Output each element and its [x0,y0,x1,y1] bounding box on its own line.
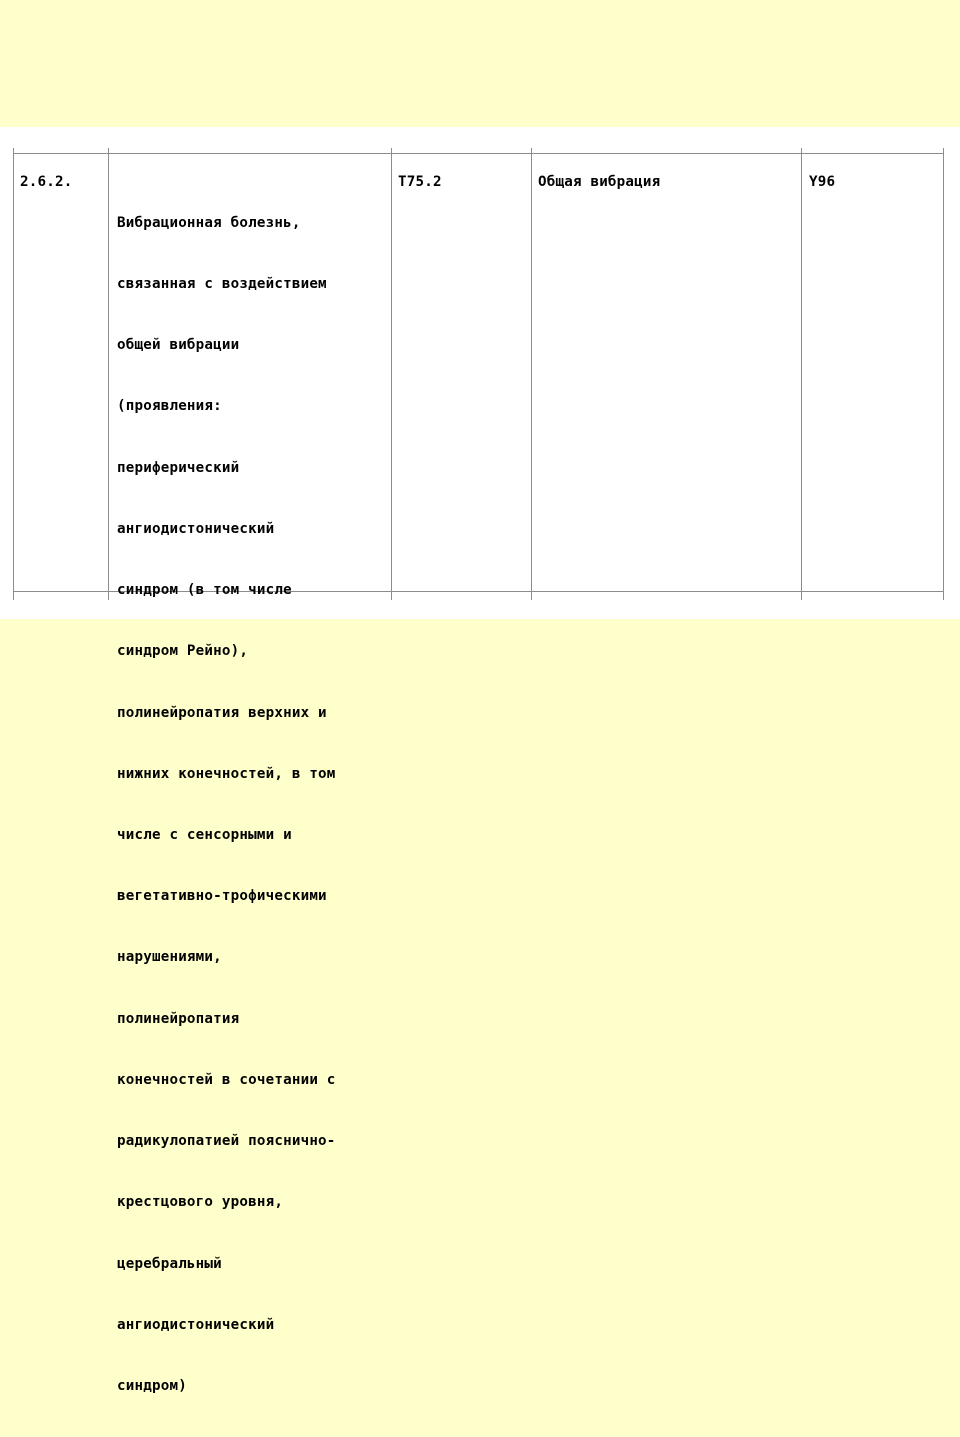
disease-line: конечностей в сочетании с [117,1071,336,1088]
disease-line: нижних конечностей, в том [117,765,336,782]
column-divider-1 [108,148,109,600]
disease-line: связанная с воздействием [117,276,327,293]
disease-line: нарушениями, [117,949,222,966]
column-divider-3 [531,148,532,600]
disease-line: полинейропатия [117,1010,240,1027]
disease-line: периферический [117,459,240,476]
disease-line: общей вибрации [117,337,240,354]
icd-code-cell: T75.2 [398,174,442,190]
disease-line: полинейропатия верхних и [117,704,327,721]
disease-line: ангиодистонический [117,1316,275,1333]
column-divider-right [943,148,944,600]
external-cause-code-cell: Y96 [809,174,836,190]
disease-line: ангиодистонический [117,520,275,537]
disease-line: синдром Рейно), [117,643,249,660]
disease-line: Вибрационная болезнь, [117,214,301,231]
disease-table [13,153,944,1394]
disease-line: радикулопатией пояснично- [117,1133,336,1150]
column-divider-2 [391,148,392,600]
disease-line: (проявления: [117,398,222,415]
harmful-factor-cell: Общая вибрация [538,174,661,190]
disease-line: числе с сенсорными и [117,827,292,843]
disease-line: церебральный [117,1255,222,1272]
column-divider-4 [801,148,802,600]
row-number-cell: 2.6.2. [20,174,73,190]
disease-line: синдром) [117,1377,187,1394]
disease-description-cell [117,172,336,1437]
disease-line: крестцового уровня, [117,1194,284,1211]
column-divider-left [13,148,14,600]
disease-line: вегетативно-трофическими [117,888,327,905]
disease-line: синдром (в том числе [117,582,292,599]
